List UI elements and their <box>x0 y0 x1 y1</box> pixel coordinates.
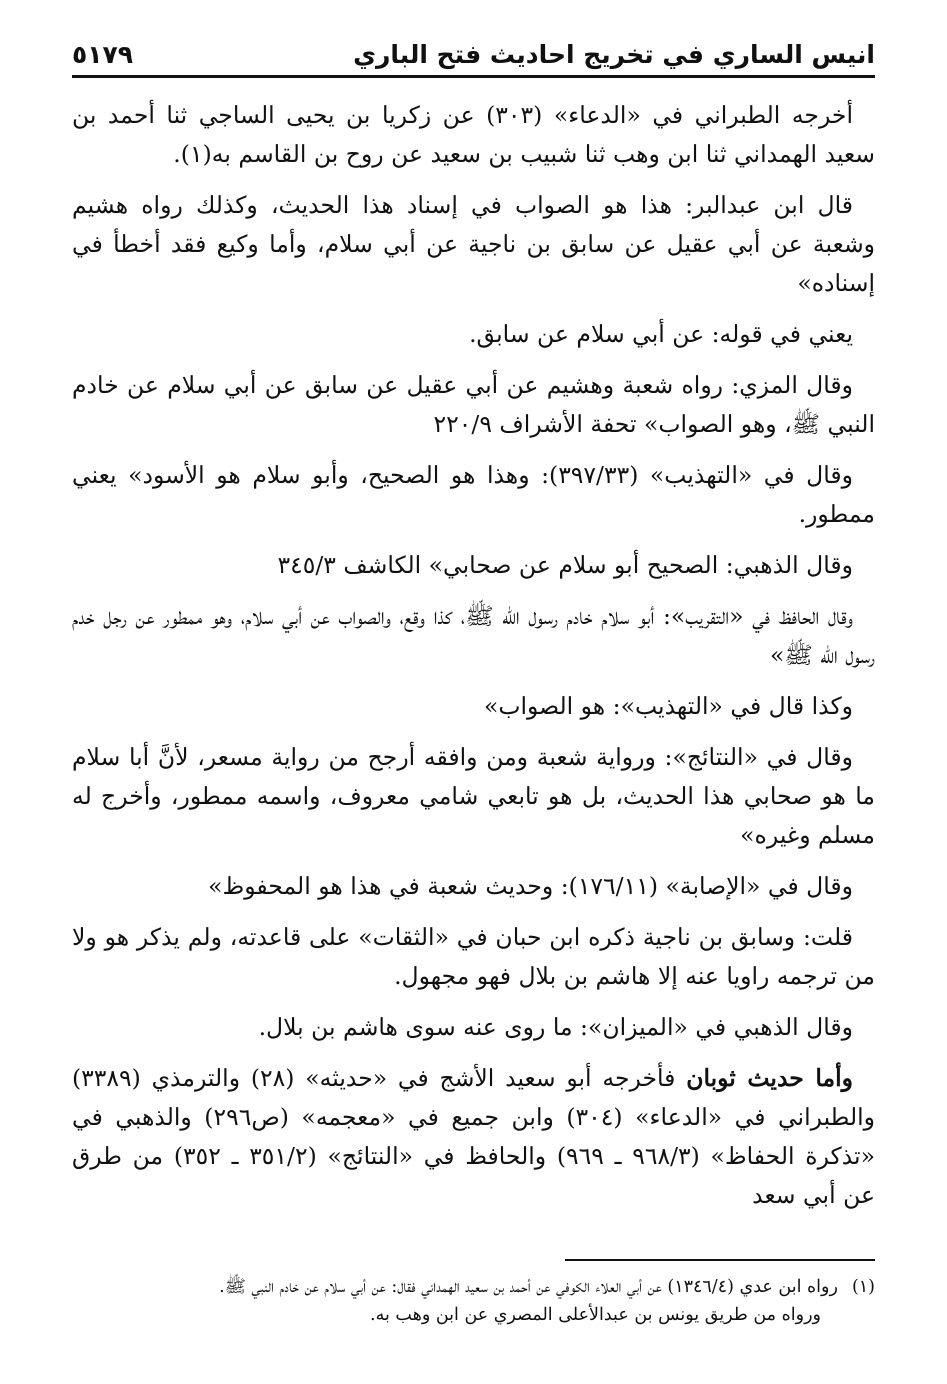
paragraph: وقال في «التهذيب» (٣٩٧/٣٣): وهذا هو الصحيح، وأبو سلام هو الأسود» يعني ممطور. <box>72 461 875 528</box>
paragraph <box>72 1059 875 1215</box>
footnote-number: (١) <box>851 1277 875 1297</box>
running-title: انيس الساري في تخريج احاديث فتح الباري <box>353 40 875 69</box>
paragraph: وقال في «الإصابة» (١٧٦/١١): وحديث شعبة في هذا هو المحفوظ» <box>208 872 853 900</box>
footnote-divider <box>565 1259 875 1261</box>
footnote-continuation: ورواه من طريق يونس بن عبدالأعلى المصري عن ابن وهب به. <box>370 1305 821 1325</box>
paragraph: وقال الذهبي: الصحيح أبو سلام عن صحابي» الكاشف ٣٤٥/٣ <box>277 551 853 579</box>
paragraph: وقال الذهبي في «الميزان»: ما روى عنه سوى هاشم بن بلال. <box>258 1013 853 1041</box>
paragraph-lead: وأما حديث ثوبان <box>686 1064 853 1092</box>
paragraph: وقال المزي: رواه شعبة وهشيم عن أبي عقيل عن سابق عن أبي سلام عن خادم النبي ﷺ، وهو الصواب» تحفة الأشراف ٢٢٠/٩ <box>72 371 875 438</box>
paragraph: يعني في قوله: عن أبي سلام عن سابق. <box>469 320 853 348</box>
page-header <box>72 40 875 78</box>
paragraph: وقال في «النتائج»: ورواية شعبة ومن وافقه أرجح من رواية مسعر، لأنَّ أبا سلام ما هو صحابي هذا الحديث، بل هو تابعي شامي معروف، واسمه ممطور، وأخرج له مسلم وغيره» <box>72 743 875 849</box>
paragraph: وكذا قال في «التهذيب»: هو الصواب» <box>483 692 853 720</box>
paragraph-text: فأخرجه أبو سعيد الأشج في «حديثه» (٢٨) والترمذي (٣٣٨٩) والطبراني في «الدعاء» (٣٠٤) وابن جميع في «معجمه» (ص٢٩٦) والذهبي في «تذكرة الحفاظ» (٩٦٨/٣ ـ ٩٦٩) والحافظ في «النتائج» (٣٥١/٢ ـ ٣٥٢) من طرق عن أبي سعد <box>72 1064 875 1209</box>
paragraph: قلت: وسابق بن ناجية ذكره ابن حبان في «الثقات» على قاعدته، ولم يذكر هو ولا من ترجمه راويا عنه إلا هاشم بن بلال فهو مجهول. <box>72 923 875 990</box>
footnote-text: رواه ابن عدي (١٣٤٦/٤) عن أبي العلاء الكوفي عن أحمد بن سعيد الهمداني فقال: عن أبي سلام عن خادم النبي ﷺ. <box>219 1277 838 1297</box>
footnote <box>72 1273 875 1301</box>
paragraph: أخرجه الطبراني في «الدعاء» (٣٠٣) عن زكريا بن يحيى الساجي ثنا أحمد بن سعيد الهمداني ثنا ابن وهب ثنا شبيب بن سعيد عن روح بن القاسم به(١). <box>72 101 875 168</box>
page-number: ٥١٧٩ <box>72 40 134 69</box>
main-text <box>72 96 875 1215</box>
paragraph: قال ابن عبدالبر: هذا هو الصواب في إسناد هذا الحديث، وكذلك رواه هشيم وشعبة عن أبي عقيل عن سابق بن ناجية عن أبي سلام، وأما وكيع فقد أخطأ في إسناده» <box>72 191 875 297</box>
paragraph: وقال الحافظ في «التقريب»: أبو سلام خادم رسول الله ﷺ، كذا وقع، والصواب عن أبي سلام، وهو ممطور عن رجل خدم رسول الله ﷺ» <box>72 602 875 669</box>
footnotes <box>72 1273 875 1329</box>
